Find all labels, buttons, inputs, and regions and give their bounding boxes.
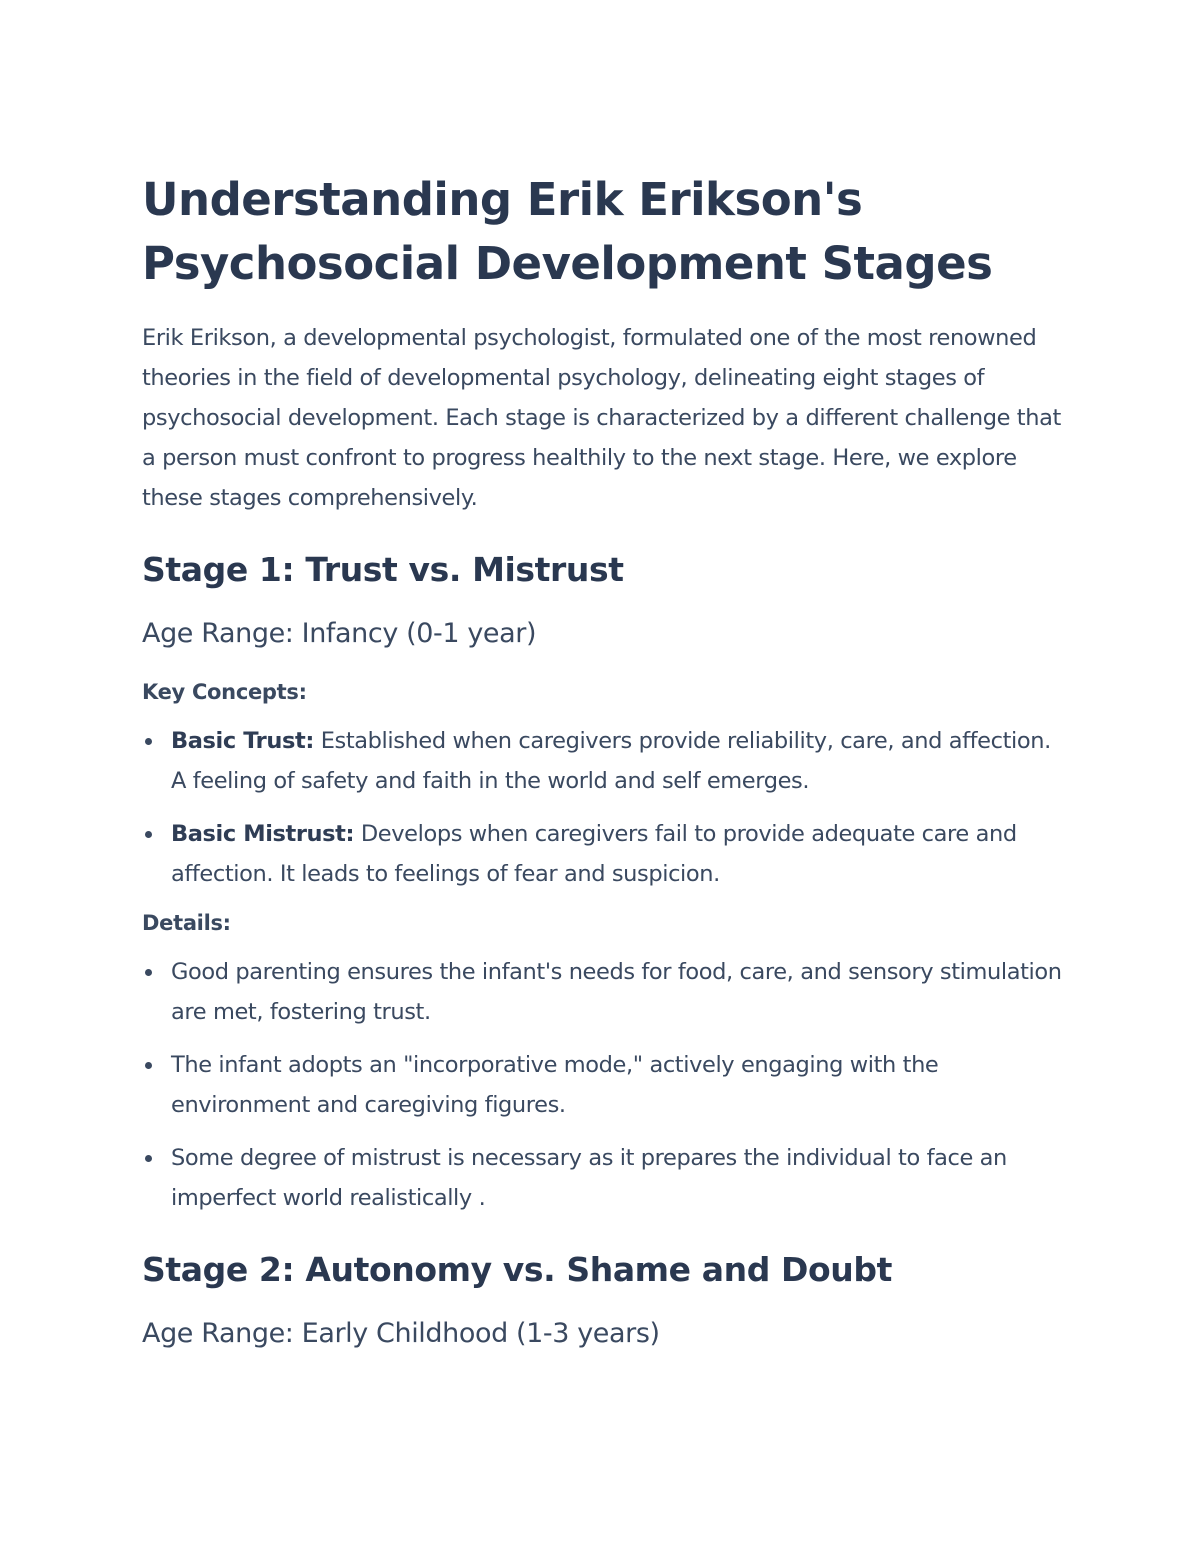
key-concepts-label: Key Concepts: [142,680,307,704]
list-item [142,721,1062,801]
detail-text: Good parenting ensures the infant's needs for food, care, and sensory stimulation are met, fostering trust. [171,959,1062,1025]
page-title: Understanding Erik Erikson's Psychosocial Development Stages [142,173,993,290]
details-list [142,952,1062,1218]
bullet-icon [145,738,152,745]
list-item [142,1045,1062,1125]
stage-1-heading: Stage 1: Trust vs. Mistrust [142,550,624,589]
stage-2-heading: Stage 2: Autonomy vs. Shame and Doubt [142,1250,892,1289]
detail-text: The infant adopts an "incorporative mode," actively engaging with the environment and caregiving figures. [171,1052,939,1118]
key-concepts-list [142,721,1062,894]
concept-term: Basic Mistrust: [171,821,355,847]
stage-1-section [142,546,1062,1218]
bullet-icon [145,831,152,838]
document-page [142,168,1062,1354]
details-label: Details: [142,911,231,935]
concept-text: Established when caregivers provide reliability, care, and affection. A feeling of safety and faith in the world and self emerges. [171,728,1051,794]
stage-2-section [142,1246,1062,1354]
bullet-icon [145,969,152,976]
bullet-icon [145,1155,152,1162]
concept-term: Basic Trust: [171,728,314,754]
concept-text: Develops when caregivers fail to provide adequate care and affection. It leads to feelings of fear and suspicion. [171,821,1017,887]
bullet-icon [145,1062,152,1069]
list-item [142,952,1062,1032]
stage-2-age-range: Age Range: Early Childhood (1-3 years) [142,1318,660,1349]
intro-paragraph: Erik Erikson, a developmental psychologist, formulated one of the most renowned theories in the field of developmental psychology, delineating eight stages of psychosocial development. Each stage is characterized by a different challenge that a person must confront to progress healthily to the next stage. Here, we explore these stages comprehensively. [142,325,1061,511]
detail-text: Some degree of mistrust is necessary as it prepares the individual to face an imperfect world realistically . [171,1145,1007,1211]
list-item [142,1138,1062,1218]
list-item [142,814,1062,894]
stage-1-age-range: Age Range: Infancy (0-1 year) [142,618,537,649]
